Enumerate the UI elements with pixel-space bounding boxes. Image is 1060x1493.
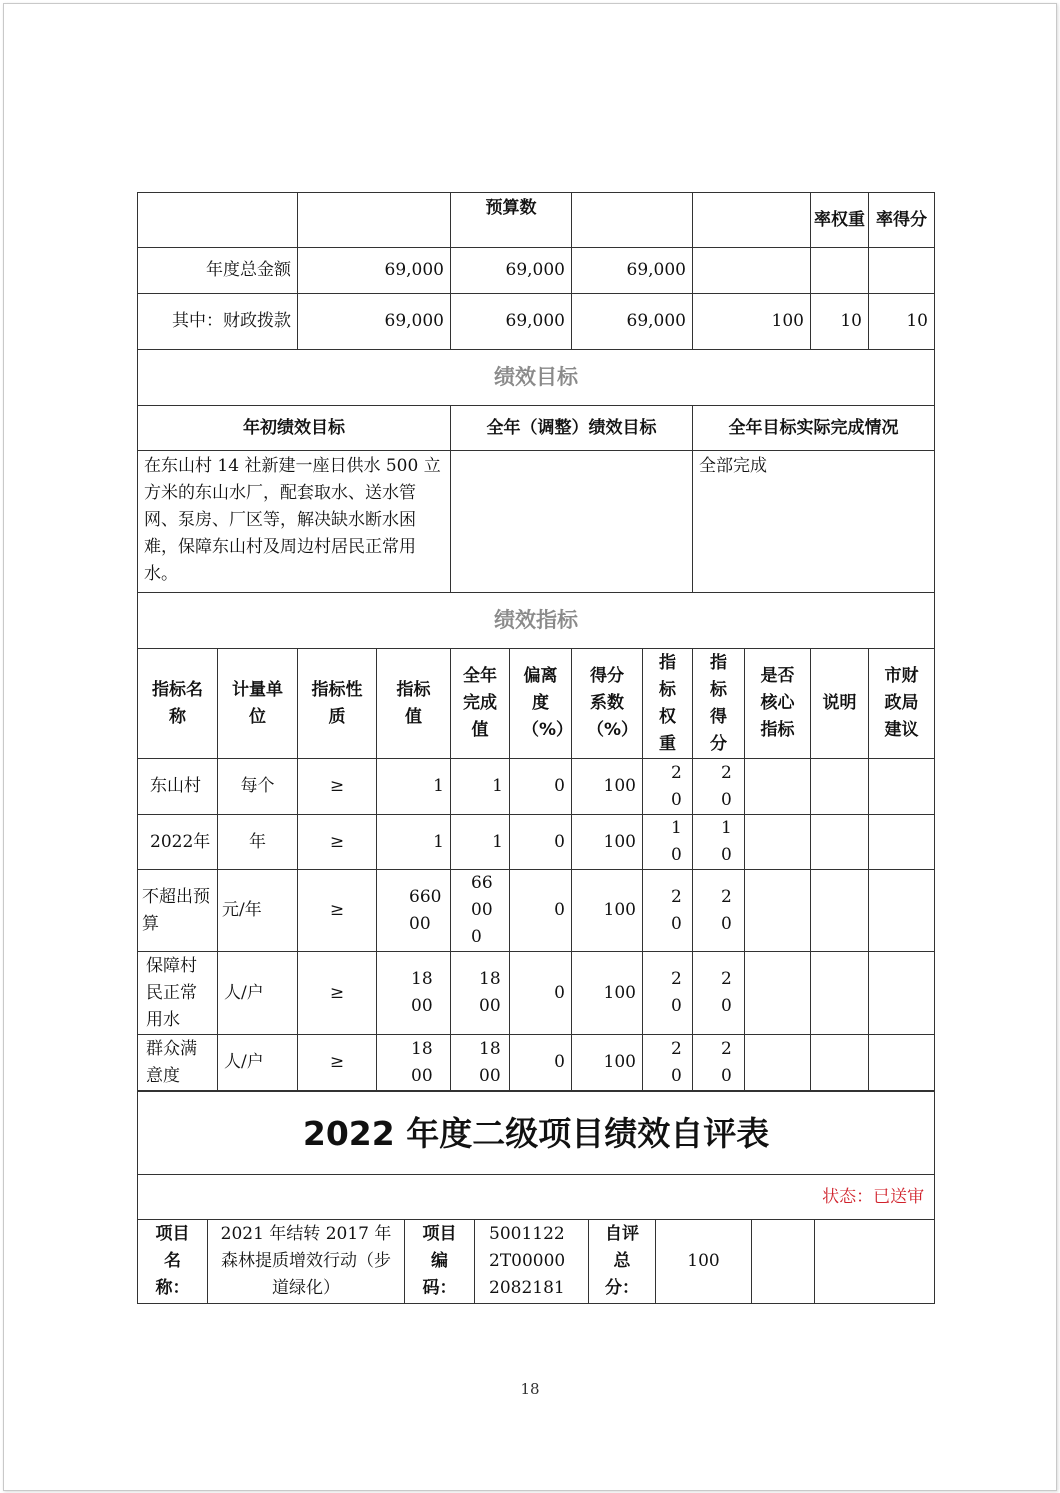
ind-advice	[869, 815, 935, 870]
ind-coef: 100	[572, 952, 643, 1035]
indicator-row	[138, 870, 935, 952]
ind-core	[745, 1035, 811, 1091]
ind-value: 1800	[377, 1035, 451, 1091]
budget-row-value: 69,000	[298, 294, 451, 350]
form-title-row	[138, 1092, 935, 1175]
budget-row-value: 69,000	[572, 294, 693, 350]
ind-weight: 20	[643, 870, 693, 952]
budget-row-value: 69,000	[451, 248, 572, 294]
ind-name: 2022年	[138, 815, 218, 870]
project-code-label: 项目编码：	[405, 1220, 475, 1304]
total-score: 100	[656, 1220, 752, 1304]
form-project-row	[138, 1220, 935, 1304]
ind-header-score: 指标得分	[693, 649, 745, 759]
budget-row-score	[869, 248, 935, 294]
goals-adjusted-text	[451, 451, 693, 593]
ind-weight: 20	[643, 952, 693, 1035]
budget-row-value: 69,000	[572, 248, 693, 294]
budget-header-col-a	[298, 193, 451, 248]
ind-score: 10	[693, 815, 745, 870]
ind-unit: 元/年	[218, 870, 298, 952]
ind-dev: 0	[510, 759, 572, 815]
ind-unit: 人/户	[218, 952, 298, 1035]
ind-name: 东山村	[138, 759, 218, 815]
indicator-row	[138, 952, 935, 1035]
ind-dev: 0	[510, 815, 572, 870]
self-evaluation-form	[137, 1091, 935, 1304]
ind-header-dev: 偏离度（%）	[510, 649, 572, 759]
ind-weight: 20	[643, 1035, 693, 1091]
form-title: 2022 年度二级项目绩效自评表	[138, 1092, 935, 1175]
ind-unit: 每个	[218, 759, 298, 815]
goals-content-row	[138, 451, 935, 593]
indicator-row	[138, 1035, 935, 1091]
budget-header-label: 预算数	[451, 193, 572, 248]
ind-advice	[869, 759, 935, 815]
form-blank-cell	[752, 1220, 815, 1304]
ind-coef: 100	[572, 870, 643, 952]
ind-core	[745, 815, 811, 870]
ind-nature: ≥	[298, 870, 377, 952]
ind-note	[811, 815, 869, 870]
ind-done: 1800	[451, 1035, 510, 1091]
ind-value: 1800	[377, 952, 451, 1035]
ind-nature: ≥	[298, 1035, 377, 1091]
goals-actual-text: 全部完成	[693, 451, 935, 593]
ind-nature: ≥	[298, 952, 377, 1035]
ind-header-unit: 计量单位	[218, 649, 298, 759]
ind-score: 20	[693, 952, 745, 1035]
ind-coef: 100	[572, 815, 643, 870]
ind-dev: 0	[510, 870, 572, 952]
ind-unit: 年	[218, 815, 298, 870]
project-code: 50011222T000002082181	[475, 1220, 589, 1304]
ind-core	[745, 759, 811, 815]
indicator-row	[138, 759, 935, 815]
budget-row-value: 100	[693, 294, 811, 350]
ind-advice	[869, 1035, 935, 1091]
budget-header-weight: 率权重	[811, 193, 869, 248]
budget-row-value: 69,000	[451, 294, 572, 350]
ind-done: 66000	[451, 870, 510, 952]
indicators-section-title: 绩效指标	[138, 593, 935, 649]
ind-header-done: 全年完成值	[451, 649, 510, 759]
ind-value: 1	[377, 759, 451, 815]
project-name-label: 项目名称：	[138, 1220, 208, 1304]
budget-header-col-c	[572, 193, 693, 248]
budget-row	[138, 248, 935, 294]
ind-header-name: 指标名称	[138, 649, 218, 759]
budget-row	[138, 294, 935, 350]
ind-dev: 0	[510, 952, 572, 1035]
ind-weight: 10	[643, 815, 693, 870]
ind-header-value: 指标值	[377, 649, 451, 759]
goals-section-title: 绩效目标	[138, 350, 935, 406]
ind-note	[811, 870, 869, 952]
ind-header-note: 说明	[811, 649, 869, 759]
goals-col-actual: 全年目标实际完成情况	[693, 406, 935, 451]
ind-value: 66000	[377, 870, 451, 952]
ind-header-core: 是否核心指标	[745, 649, 811, 759]
form-status-row	[138, 1175, 935, 1220]
budget-header-row	[138, 193, 935, 248]
ind-core	[745, 870, 811, 952]
ind-name: 群众满意度	[138, 1035, 218, 1091]
ind-name: 不超出预算	[138, 870, 218, 952]
status-badge: 状态：已送审	[138, 1175, 935, 1220]
ind-dev: 0	[510, 1035, 572, 1091]
indicator-row	[138, 815, 935, 870]
ind-done: 1800	[451, 952, 510, 1035]
form-blank-cell	[815, 1220, 935, 1304]
indicators-header-row	[138, 649, 935, 759]
goals-col-adjusted: 全年（调整）绩效目标	[451, 406, 693, 451]
budget-row-value: 69,000	[298, 248, 451, 294]
ind-header-advice: 市财政局建议	[869, 649, 935, 759]
budget-header-col-d	[693, 193, 811, 248]
goals-header-row	[138, 406, 935, 451]
page-number: 18	[520, 1380, 540, 1398]
ind-value: 1	[377, 815, 451, 870]
total-score-label: 自评总分：	[589, 1220, 656, 1304]
goals-section-row	[138, 350, 935, 406]
ind-note	[811, 759, 869, 815]
ind-advice	[869, 952, 935, 1035]
ind-score: 20	[693, 1035, 745, 1091]
budget-header-score: 率得分	[869, 193, 935, 248]
ind-done: 1	[451, 759, 510, 815]
ind-note	[811, 952, 869, 1035]
indicators-section-row	[138, 593, 935, 649]
ind-header-weight: 指标权重	[643, 649, 693, 759]
ind-nature: ≥	[298, 815, 377, 870]
ind-advice	[869, 870, 935, 952]
ind-header-coef: 得分系数（%）	[572, 649, 643, 759]
budget-row-score: 10	[869, 294, 935, 350]
budget-row-label: 年度总金额	[138, 248, 298, 294]
ind-core	[745, 952, 811, 1035]
project-name: 2021 年结转 2017 年森林提质增效行动（步道绿化）	[208, 1220, 405, 1304]
budget-header-blank	[138, 193, 298, 248]
performance-table	[137, 192, 935, 1091]
budget-row-label: 其中：财政拨款	[138, 294, 298, 350]
ind-weight: 20	[643, 759, 693, 815]
ind-note	[811, 1035, 869, 1091]
ind-score: 20	[693, 759, 745, 815]
budget-row-weight: 10	[811, 294, 869, 350]
budget-row-weight	[811, 248, 869, 294]
goals-col-initial: 年初绩效目标	[138, 406, 451, 451]
ind-coef: 100	[572, 1035, 643, 1091]
ind-unit: 人/户	[218, 1035, 298, 1091]
ind-done: 1	[451, 815, 510, 870]
goals-initial-text: 在东山村 14 社新建一座日供水 500 立方米的东山水厂，配套取水、送水管网、泵房、厂区等，解决缺水断水困难，保障东山村及周边村居民正常用水。	[138, 451, 451, 593]
ind-nature: ≥	[298, 759, 377, 815]
ind-score: 20	[693, 870, 745, 952]
ind-coef: 100	[572, 759, 643, 815]
ind-header-nature: 指标性质	[298, 649, 377, 759]
budget-row-value	[693, 248, 811, 294]
ind-name: 保障村民正常用水	[138, 952, 218, 1035]
